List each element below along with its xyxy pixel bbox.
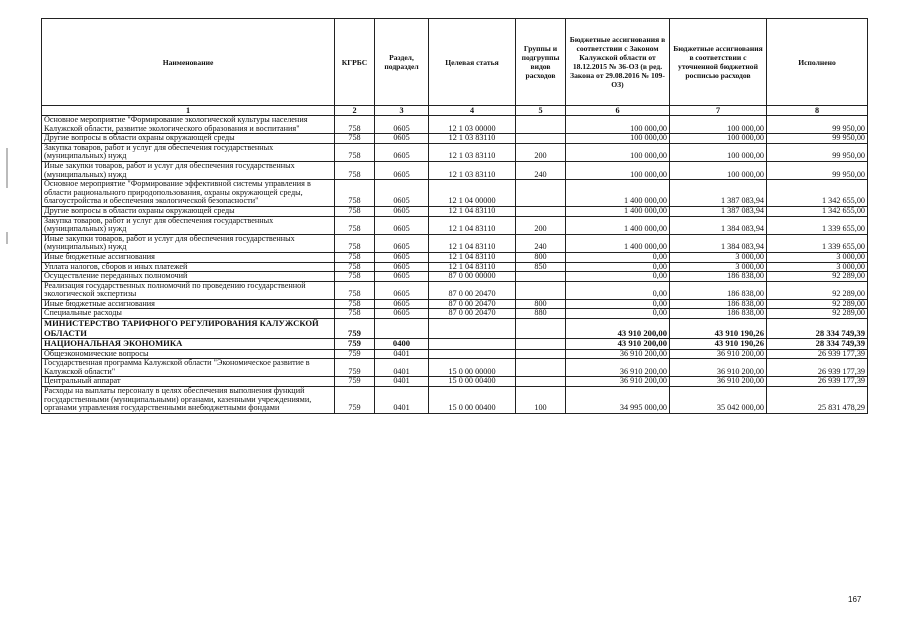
- cell-name: Общеэкономические вопросы: [42, 349, 335, 359]
- cell-section: [375, 319, 429, 339]
- table-row: [42, 116, 868, 134]
- cell-target-article: 15 0 00 00000: [429, 359, 516, 377]
- cell-expense-group: [516, 359, 566, 377]
- cell-kgrbs: 758: [335, 134, 375, 144]
- cell-name: Иные бюджетные ассигнования: [42, 299, 335, 309]
- cell-section: 0605: [375, 234, 429, 252]
- cell-target-article: 12 1 04 83110: [429, 252, 516, 262]
- cell-name: Основное мероприятие "Формирование эффективной системы управления в области рационального природопользования, охраны окружающей среды, благоустройства и обеспечения экологической безопасности": [42, 180, 335, 207]
- cell-executed: 92 289,00: [767, 299, 868, 309]
- cell-section: 0605: [375, 262, 429, 272]
- col-header-name: Наименование: [42, 19, 335, 106]
- cell-target-article: [429, 339, 516, 350]
- cell-kgrbs: 758: [335, 116, 375, 134]
- cell-executed: 26 939 177,39: [767, 359, 868, 377]
- cell-refined-allocation: 186 838,00: [670, 272, 767, 282]
- cell-law-allocation: 100 000,00: [566, 134, 670, 144]
- cell-section: 0605: [375, 180, 429, 207]
- cell-kgrbs: 758: [335, 216, 375, 234]
- table-row: [42, 180, 868, 207]
- cell-law-allocation: 36 910 200,00: [566, 377, 670, 387]
- cell-expense-group: 850: [516, 262, 566, 272]
- cell-refined-allocation: 100 000,00: [670, 134, 767, 144]
- cell-name: Реализация государственных полномочий по проведению государственной экологической экспертизы: [42, 281, 335, 299]
- cell-refined-allocation: 1 384 083,94: [670, 216, 767, 234]
- cell-target-article: 12 1 04 83110: [429, 262, 516, 272]
- cell-expense-group: [516, 272, 566, 282]
- table-row: [42, 234, 868, 252]
- cell-section: 0605: [375, 216, 429, 234]
- cell-executed: 1 342 655,00: [767, 206, 868, 216]
- cell-section: 0401: [375, 377, 429, 387]
- cell-kgrbs: 759: [335, 377, 375, 387]
- cell-target-article: 12 1 03 83110: [429, 134, 516, 144]
- cell-name: Иные бюджетные ассигнования: [42, 252, 335, 262]
- table-row: [42, 386, 868, 413]
- cell-executed: 92 289,00: [767, 309, 868, 319]
- cell-section: 0605: [375, 309, 429, 319]
- cell-kgrbs: 759: [335, 359, 375, 377]
- table-row: [42, 216, 868, 234]
- cell-kgrbs: 758: [335, 262, 375, 272]
- cell-name: НАЦИОНАЛЬНАЯ ЭКОНОМИКА: [42, 339, 335, 350]
- cell-refined-allocation: 36 910 200,00: [670, 377, 767, 387]
- table-row: [42, 359, 868, 377]
- cell-expense-group: 880: [516, 309, 566, 319]
- cell-section: 0401: [375, 349, 429, 359]
- cell-expense-group: 200: [516, 216, 566, 234]
- cell-executed: 28 334 749,39: [767, 319, 868, 339]
- cell-law-allocation: 0,00: [566, 281, 670, 299]
- cell-expense-group: [516, 377, 566, 387]
- cell-refined-allocation: 36 910 200,00: [670, 349, 767, 359]
- cell-refined-allocation: 1 387 083,94: [670, 206, 767, 216]
- cell-law-allocation: 43 910 200,00: [566, 339, 670, 350]
- cell-expense-group: 240: [516, 234, 566, 252]
- column-number: 7: [670, 106, 767, 116]
- cell-law-allocation: 100 000,00: [566, 116, 670, 134]
- cell-law-allocation: 1 400 000,00: [566, 216, 670, 234]
- cell-refined-allocation: 100 000,00: [670, 143, 767, 161]
- left-margin-mark: [6, 232, 8, 244]
- table-row: [42, 206, 868, 216]
- cell-expense-group: 800: [516, 252, 566, 262]
- table-row: [42, 319, 868, 339]
- cell-executed: 28 334 749,39: [767, 339, 868, 350]
- table-row: [42, 252, 868, 262]
- cell-law-allocation: 0,00: [566, 299, 670, 309]
- cell-law-allocation: 43 910 200,00: [566, 319, 670, 339]
- cell-section: 0605: [375, 206, 429, 216]
- cell-refined-allocation: 1 384 083,94: [670, 234, 767, 252]
- table-row: [42, 299, 868, 309]
- col-header-law-allocations: Бюджетные ассигнования в соответствии с Законом Калужской области от 18.12.2015 № 36-ОЗ (в ред. Закона от 29.08.2016 № 109-ОЗ): [566, 19, 670, 106]
- col-header-expense-group: Группы и подгруппы видов расходов: [516, 19, 566, 106]
- cell-name: Осуществление переданных полномочий: [42, 272, 335, 282]
- cell-kgrbs: 758: [335, 309, 375, 319]
- cell-target-article: 12 1 04 83110: [429, 234, 516, 252]
- cell-kgrbs: 759: [335, 386, 375, 413]
- cell-kgrbs: 758: [335, 234, 375, 252]
- cell-refined-allocation: 100 000,00: [670, 116, 767, 134]
- cell-name: Специальные расходы: [42, 309, 335, 319]
- cell-target-article: [429, 349, 516, 359]
- cell-section: 0605: [375, 143, 429, 161]
- cell-refined-allocation: 1 387 083,94: [670, 180, 767, 207]
- cell-expense-group: [516, 349, 566, 359]
- cell-section: 0605: [375, 116, 429, 134]
- cell-target-article: 12 1 03 83110: [429, 143, 516, 161]
- cell-expense-group: [516, 134, 566, 144]
- table-row: [42, 281, 868, 299]
- cell-target-article: 12 1 04 83110: [429, 206, 516, 216]
- table-header-row: [42, 19, 868, 106]
- column-number: 3: [375, 106, 429, 116]
- cell-expense-group: 800: [516, 299, 566, 309]
- cell-name: Закупка товаров, работ и услуг для обеспечения государственных (муниципальных) нужд: [42, 143, 335, 161]
- column-number: 4: [429, 106, 516, 116]
- cell-kgrbs: 758: [335, 299, 375, 309]
- cell-section: 0401: [375, 359, 429, 377]
- cell-name: Другие вопросы в области охраны окружающей среды: [42, 206, 335, 216]
- cell-target-article: 87 0 00 20470: [429, 299, 516, 309]
- table-row: [42, 339, 868, 350]
- table-row: [42, 349, 868, 359]
- cell-executed: 1 339 655,00: [767, 216, 868, 234]
- cell-expense-group: [516, 319, 566, 339]
- cell-executed: 92 289,00: [767, 281, 868, 299]
- column-number: 8: [767, 106, 868, 116]
- cell-section: 0605: [375, 281, 429, 299]
- cell-name: Уплата налогов, сборов и иных платежей: [42, 262, 335, 272]
- cell-kgrbs: 758: [335, 180, 375, 207]
- col-header-executed: Исполнено: [767, 19, 868, 106]
- cell-law-allocation: 0,00: [566, 252, 670, 262]
- cell-law-allocation: 1 400 000,00: [566, 206, 670, 216]
- column-number: 1: [42, 106, 335, 116]
- col-header-target-article: Целевая статья: [429, 19, 516, 106]
- cell-executed: 92 289,00: [767, 272, 868, 282]
- cell-kgrbs: 759: [335, 349, 375, 359]
- left-margin-mark: [6, 148, 8, 188]
- cell-target-article: 12 1 04 83110: [429, 216, 516, 234]
- cell-executed: 99 950,00: [767, 116, 868, 134]
- cell-target-article: 87 0 00 20470: [429, 309, 516, 319]
- cell-name: Закупка товаров, работ и услуг для обеспечения государственных (муниципальных) нужд: [42, 216, 335, 234]
- page-number: 167: [848, 595, 862, 604]
- cell-refined-allocation: 36 910 200,00: [670, 359, 767, 377]
- table-row: [42, 309, 868, 319]
- cell-expense-group: [516, 339, 566, 350]
- cell-expense-group: [516, 180, 566, 207]
- cell-law-allocation: 0,00: [566, 262, 670, 272]
- cell-name: Иные закупки товаров, работ и услуг для обеспечения государственных (муниципальных) нужд: [42, 161, 335, 179]
- column-number-row: [42, 106, 868, 116]
- table-row: [42, 134, 868, 144]
- cell-name: МИНИСТЕРСТВО ТАРИФНОГО РЕГУЛИРОВАНИЯ КАЛУЖСКОЙ ОБЛАСТИ: [42, 319, 335, 339]
- cell-section: 0400: [375, 339, 429, 350]
- col-header-refined-allocations: Бюджетные ассигнования в соответствии с уточненной бюджетной росписью расходов: [670, 19, 767, 106]
- cell-executed: 99 950,00: [767, 134, 868, 144]
- budget-table: [41, 18, 868, 414]
- table-row: [42, 377, 868, 387]
- col-header-kgrbs: КГРБС: [335, 19, 375, 106]
- cell-refined-allocation: 186 838,00: [670, 281, 767, 299]
- cell-executed: 26 939 177,39: [767, 377, 868, 387]
- cell-kgrbs: 759: [335, 319, 375, 339]
- cell-law-allocation: 0,00: [566, 309, 670, 319]
- cell-expense-group: 240: [516, 161, 566, 179]
- cell-refined-allocation: 35 042 000,00: [670, 386, 767, 413]
- cell-target-article: 15 0 00 00400: [429, 386, 516, 413]
- cell-expense-group: 100: [516, 386, 566, 413]
- cell-target-article: 87 0 00 00000: [429, 272, 516, 282]
- column-number: 6: [566, 106, 670, 116]
- cell-expense-group: [516, 116, 566, 134]
- cell-refined-allocation: 186 838,00: [670, 299, 767, 309]
- cell-refined-allocation: 43 910 190,26: [670, 319, 767, 339]
- cell-refined-allocation: 3 000,00: [670, 252, 767, 262]
- col-header-section: Раздел, подраздел: [375, 19, 429, 106]
- cell-name: Расходы на выплаты персоналу в целях обеспечения выполнения функций государственными (муниципальными) органами, казенными учреждениями, органами управления государственными внебюджетными фондами: [42, 386, 335, 413]
- cell-executed: 99 950,00: [767, 161, 868, 179]
- cell-kgrbs: 758: [335, 206, 375, 216]
- cell-kgrbs: 758: [335, 281, 375, 299]
- cell-name: Основное мероприятие "Формирование экологической культуры населения Калужской области, развитие экологического образования и воспитания": [42, 116, 335, 134]
- cell-executed: 3 000,00: [767, 252, 868, 262]
- cell-expense-group: [516, 281, 566, 299]
- cell-target-article: 12 1 03 00000: [429, 116, 516, 134]
- cell-kgrbs: 758: [335, 272, 375, 282]
- cell-kgrbs: 759: [335, 339, 375, 350]
- table-row: [42, 262, 868, 272]
- cell-target-article: 15 0 00 00400: [429, 377, 516, 387]
- cell-section: 0605: [375, 252, 429, 262]
- cell-name: Иные закупки товаров, работ и услуг для обеспечения государственных (муниципальных) нужд: [42, 234, 335, 252]
- column-number: 2: [335, 106, 375, 116]
- cell-section: 0401: [375, 386, 429, 413]
- cell-law-allocation: 1 400 000,00: [566, 234, 670, 252]
- cell-name: Другие вопросы в области охраны окружающей среды: [42, 134, 335, 144]
- table-row: [42, 143, 868, 161]
- cell-law-allocation: 36 910 200,00: [566, 359, 670, 377]
- cell-section: 0605: [375, 272, 429, 282]
- cell-expense-group: 200: [516, 143, 566, 161]
- cell-name: Государственная программа Калужской области "Экономическое развитие в Калужской области": [42, 359, 335, 377]
- cell-kgrbs: 758: [335, 252, 375, 262]
- cell-law-allocation: 100 000,00: [566, 143, 670, 161]
- cell-kgrbs: 758: [335, 161, 375, 179]
- cell-target-article: 87 0 00 20470: [429, 281, 516, 299]
- cell-refined-allocation: 3 000,00: [670, 262, 767, 272]
- cell-executed: 1 339 655,00: [767, 234, 868, 252]
- cell-section: 0605: [375, 134, 429, 144]
- cell-executed: 3 000,00: [767, 262, 868, 272]
- cell-refined-allocation: 100 000,00: [670, 161, 767, 179]
- cell-law-allocation: 100 000,00: [566, 161, 670, 179]
- cell-name: Центральный аппарат: [42, 377, 335, 387]
- table-row: [42, 161, 868, 179]
- cell-law-allocation: 36 910 200,00: [566, 349, 670, 359]
- table-row: [42, 272, 868, 282]
- cell-executed: 25 831 478,29: [767, 386, 868, 413]
- cell-kgrbs: 758: [335, 143, 375, 161]
- column-number: 5: [516, 106, 566, 116]
- cell-refined-allocation: 43 910 190,26: [670, 339, 767, 350]
- cell-refined-allocation: 186 838,00: [670, 309, 767, 319]
- cell-law-allocation: 0,00: [566, 272, 670, 282]
- cell-law-allocation: 1 400 000,00: [566, 180, 670, 207]
- cell-target-article: 12 1 03 83110: [429, 161, 516, 179]
- cell-executed: 1 342 655,00: [767, 180, 868, 207]
- cell-expense-group: [516, 206, 566, 216]
- cell-law-allocation: 34 995 000,00: [566, 386, 670, 413]
- cell-target-article: 12 1 04 00000: [429, 180, 516, 207]
- cell-target-article: [429, 319, 516, 339]
- cell-executed: 99 950,00: [767, 143, 868, 161]
- cell-executed: 26 939 177,39: [767, 349, 868, 359]
- cell-section: 0605: [375, 161, 429, 179]
- cell-section: 0605: [375, 299, 429, 309]
